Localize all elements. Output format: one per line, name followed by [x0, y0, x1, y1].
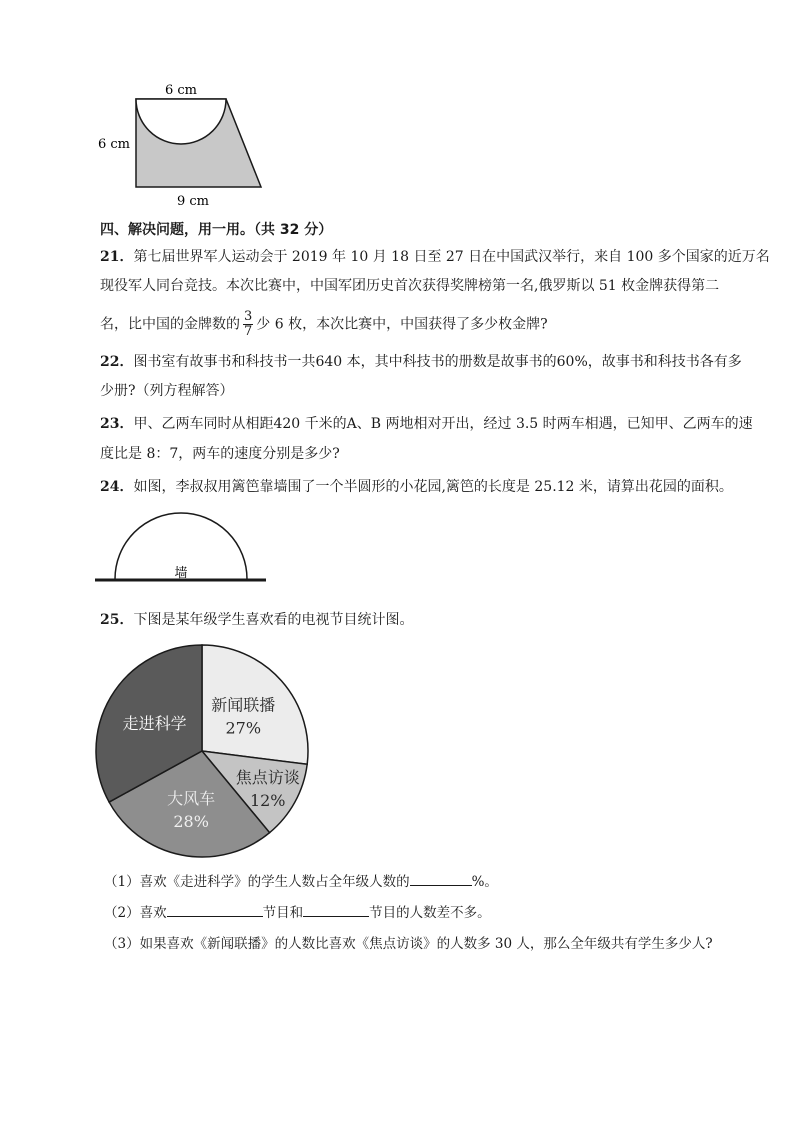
q21-line3: 名，比中国的金牌数的 $\frac{3}{7}$ 少 6 枚，本次比赛中，中国获得了多少枚金牌? — [100, 309, 548, 339]
q25-sub3: （3）如果喜欢《新闻联播》的人数比喜欢《焦点访谈》的人数多 30 人，那么全年级共有学生多少人? — [104, 936, 713, 952]
tv-program-pie-chart — [88, 640, 320, 862]
pie-slice-label: 新闻联播 — [211, 695, 276, 715]
trapezoid-figure — [90, 78, 290, 213]
q25-sub1: （1）喜欢《走进科学》的学生人数占全年级人数的 %。 — [104, 871, 498, 893]
pie-slice-label: 大风车 — [167, 788, 216, 808]
section-title: 四、解决问题，用一用。（共 32 分） — [100, 222, 333, 238]
q21-line1: 21．第七届世界军人运动会于 2019 年 10 月 18 日至 27 日在中国武汉举行，来自 100 多个国家的近万名 — [100, 249, 770, 265]
q22-line1: 22．图书室有故事书和科技书一共640 本，其中科技书的册数是故事书的60%，故事书和科技书各有多 — [100, 354, 742, 370]
q25-sub2: （2）喜欢 节目和 节目的人数差不多。 — [104, 902, 491, 924]
q21-line2: 现役军人同台竞技。本次比赛中，中国军团历史首次获得奖牌榜第一名,俄罗斯以 51 枚金牌获得第二 — [100, 278, 720, 294]
q25-number: 25． — [100, 612, 134, 628]
fraction-three-sevenths: $\frac{3}{7}$ — [244, 309, 253, 339]
q23-number: 23． — [100, 416, 134, 432]
wall-label: 墙 — [174, 566, 188, 581]
q23-line1: 23．甲、乙两车同时从相距420 千米的A、B 两地相对开出，经过 3.5 时两车相遇，已知甲、乙两车的速 — [100, 416, 753, 432]
pie-slice-percent: 28% — [173, 811, 209, 831]
answer-blank-3[interactable] — [303, 902, 369, 917]
side-length-label: 6 cm — [97, 137, 130, 152]
pie-slice-percent: 12% — [249, 791, 286, 811]
q24-line1: 24．如图，李叔叔用篱笆靠墙围了一个半圆形的小花园,篱笆的长度是 25.12 米，请算出花园的面积。 — [100, 479, 733, 495]
answer-blank-1[interactable] — [410, 871, 472, 886]
bottom-length-label: 9 cm — [176, 194, 210, 209]
pie-slice-label: 焦点访谈 — [235, 768, 300, 788]
q23-line2: 度比是 8：7，两车的速度分别是多少? — [100, 446, 340, 462]
pie-slice-percent: 27% — [225, 718, 262, 738]
pie-slice-label: 走进科学 — [122, 714, 187, 734]
q25-line1: 25．下图是某年级学生喜欢看的电视节目统计图。 — [100, 612, 414, 628]
q22-line2: 少册?（列方程解答） — [100, 383, 234, 399]
q24-number: 24． — [100, 479, 134, 495]
semicircle-garden-figure — [92, 505, 272, 590]
q21-number: 21． — [100, 249, 134, 265]
top-length-label: 6 cm — [164, 83, 198, 98]
q22-number: 22． — [100, 354, 134, 370]
answer-blank-2[interactable] — [167, 902, 263, 917]
